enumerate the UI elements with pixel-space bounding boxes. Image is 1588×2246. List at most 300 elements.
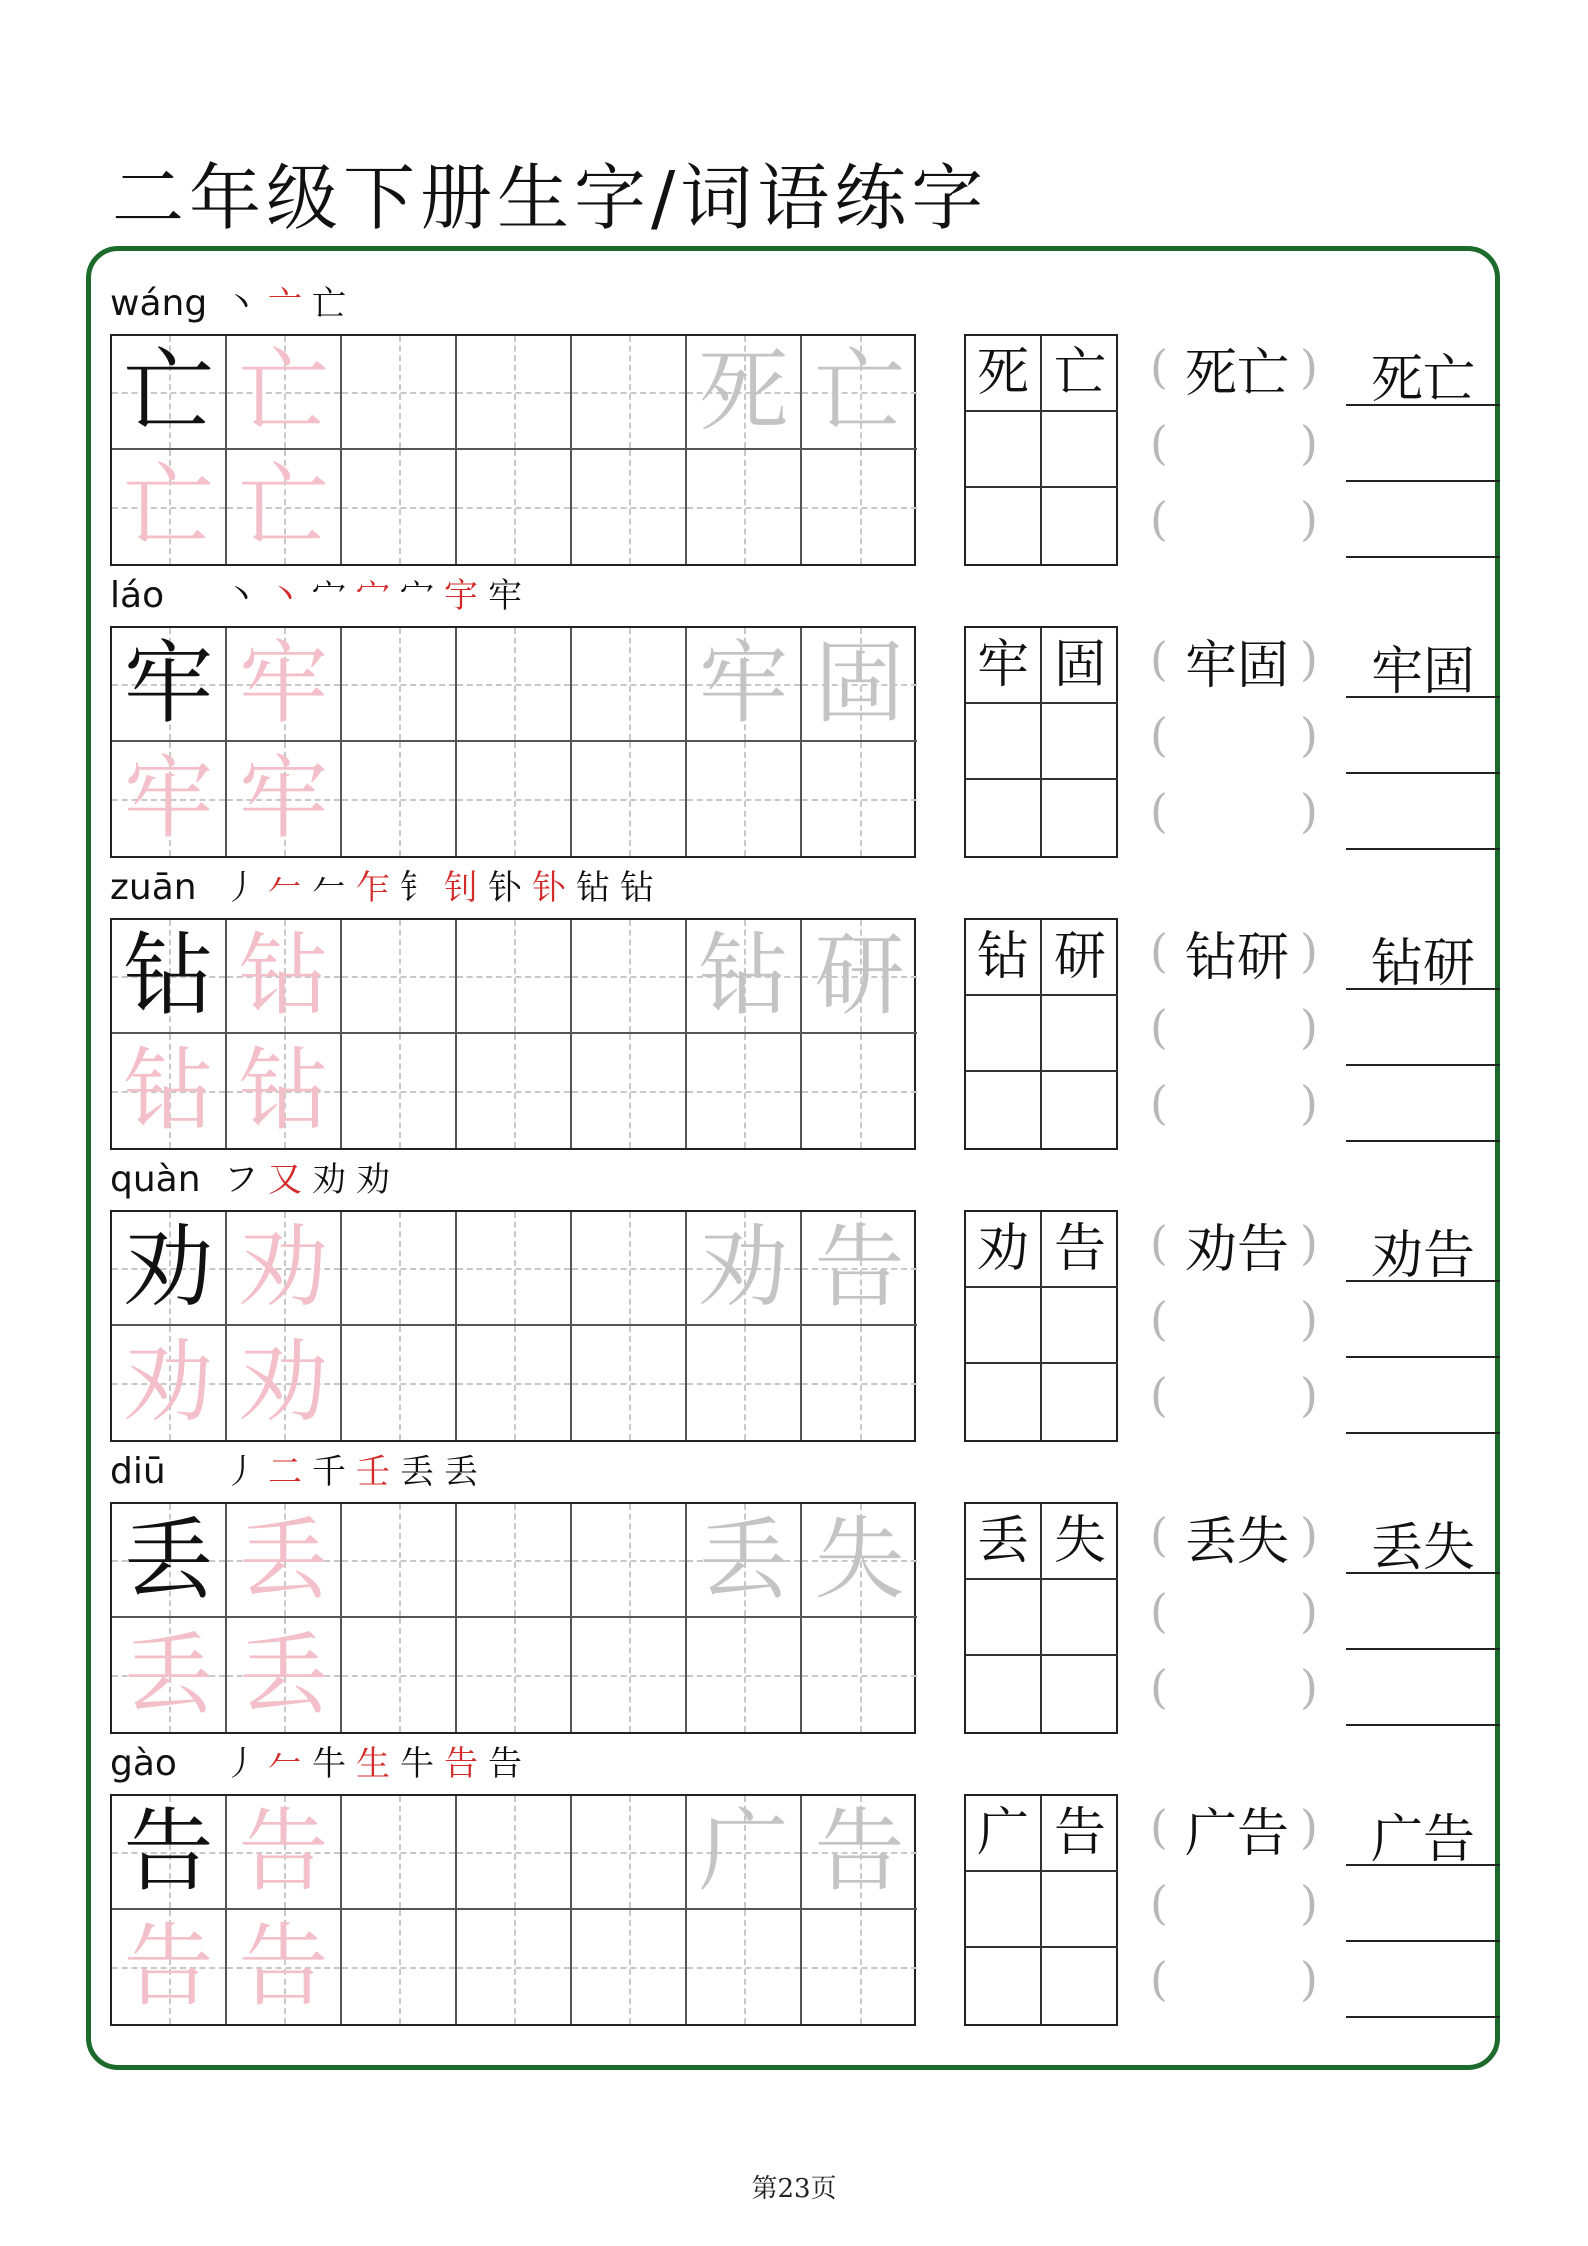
trace-character: 丢: [123, 1622, 214, 1727]
writing-cell[interactable]: [227, 1034, 342, 1148]
trace-character: 牢: [123, 746, 214, 851]
writing-cell[interactable]: [687, 1212, 802, 1326]
writing-cell[interactable]: [572, 742, 687, 856]
writing-line[interactable]: [1346, 772, 1500, 774]
paren-word-char: 钻: [1184, 928, 1237, 988]
line-word-char: 告: [1423, 1226, 1476, 1286]
writing-cell[interactable]: [112, 1618, 227, 1732]
writing-cell[interactable]: [227, 1504, 342, 1618]
pinyin-label: diū: [110, 1451, 166, 1492]
word-grid: [964, 918, 1118, 1150]
paren-open: (: [1150, 924, 1168, 978]
writing-cell[interactable]: [572, 1034, 687, 1148]
word-cell[interactable]: [966, 1872, 1042, 1948]
writing-cell[interactable]: [112, 1034, 227, 1148]
word-cell[interactable]: [1042, 996, 1118, 1072]
writing-cell[interactable]: [802, 1212, 917, 1326]
paren-open: (: [1150, 1076, 1168, 1130]
writing-cell[interactable]: [687, 628, 802, 742]
pinyin-label: quàn: [110, 1159, 201, 1200]
writing-cell[interactable]: [457, 1326, 572, 1440]
trace-character: 亡: [238, 339, 329, 444]
writing-cell[interactable]: [687, 1326, 802, 1440]
word-grid: [964, 1210, 1118, 1442]
writing-cell[interactable]: [572, 920, 687, 1034]
pinyin-label: láo: [110, 575, 165, 616]
trace-character: 丢: [698, 1507, 789, 1612]
stroke-order: [224, 284, 356, 324]
line-word-char: 失: [1423, 1518, 1476, 1578]
stroke-step: フ: [224, 1160, 262, 1200]
trace-character: 钻: [238, 1038, 329, 1143]
stroke-step: 牛: [312, 1744, 350, 1784]
stroke-step: 告: [444, 1744, 482, 1784]
trace-character: 告: [238, 1799, 329, 1904]
writing-cell[interactable]: [802, 920, 917, 1034]
stroke-step: 亡: [312, 284, 350, 324]
pinyin-label: wáng: [110, 283, 208, 324]
word-cell[interactable]: [1042, 412, 1118, 488]
writing-cell[interactable]: [802, 1910, 917, 2024]
paren-open: (: [1150, 784, 1168, 838]
model-character: 钻: [123, 923, 214, 1028]
page-title: 二年级下册生字/词语练字: [112, 156, 989, 240]
writing-cell[interactable]: [112, 628, 227, 742]
word-cell[interactable]: 钻: [966, 920, 1042, 996]
tian-grid: [110, 626, 916, 858]
trace-character: 钻: [698, 923, 789, 1028]
paren-open: (: [1150, 632, 1168, 686]
trace-character: 死: [698, 339, 789, 444]
paren-word-char: 固: [1237, 636, 1290, 696]
tian-grid: [110, 1502, 916, 1734]
stroke-step: 宀: [356, 576, 394, 616]
writing-cell[interactable]: [457, 336, 572, 450]
paren-close: ): [1300, 1292, 1318, 1346]
writing-cell[interactable]: [457, 1212, 572, 1326]
word-cell[interactable]: [1042, 1580, 1118, 1656]
paren-open: (: [1150, 708, 1168, 762]
stroke-step: 钻: [620, 868, 658, 908]
paren-word: [1172, 1804, 1302, 1864]
writing-cell[interactable]: [572, 1212, 687, 1326]
tian-grid: [110, 1794, 916, 2026]
stroke-step: 钅: [400, 868, 438, 908]
writing-cell[interactable]: [457, 628, 572, 742]
paren-open: (: [1150, 1368, 1168, 1422]
writing-cell[interactable]: [457, 742, 572, 856]
trace-character: 失: [814, 1507, 905, 1612]
writing-cell[interactable]: [112, 920, 227, 1034]
stroke-step: 丶: [224, 576, 262, 616]
writing-cell[interactable]: [457, 450, 572, 564]
stroke-step: 劝: [312, 1160, 350, 1200]
stroke-step: 丢: [400, 1452, 438, 1492]
model-character: 牢: [123, 631, 214, 736]
paren-word: [1172, 1512, 1302, 1572]
stroke-step: 钋: [532, 868, 570, 908]
writing-cell[interactable]: [457, 1034, 572, 1148]
paren-word-char: 告: [1237, 1804, 1290, 1864]
trace-character: 固: [814, 631, 905, 736]
word-cell[interactable]: 死: [966, 336, 1042, 412]
writing-cell[interactable]: [227, 920, 342, 1034]
word-cell[interactable]: [1042, 704, 1118, 780]
writing-cell[interactable]: [802, 1326, 917, 1440]
writing-cell[interactable]: [112, 336, 227, 450]
stroke-step: 𠂉: [268, 1744, 306, 1784]
word-cell[interactable]: [966, 996, 1042, 1072]
writing-cell[interactable]: [802, 450, 917, 564]
word-cell[interactable]: [966, 1656, 1042, 1732]
writing-cell[interactable]: [572, 628, 687, 742]
stroke-step: 千: [312, 1452, 350, 1492]
tian-grid: [110, 918, 916, 1150]
writing-cell[interactable]: [572, 450, 687, 564]
stroke-step: 钋: [488, 868, 526, 908]
writing-cell[interactable]: [802, 1796, 917, 1910]
writing-cell[interactable]: [802, 1504, 917, 1618]
writing-cell[interactable]: [687, 1618, 802, 1732]
paren-open: (: [1150, 1660, 1168, 1714]
line-word-char: 丢: [1370, 1518, 1423, 1578]
paren-word-char: 丢: [1184, 1512, 1237, 1572]
stroke-step: 丿: [224, 1744, 262, 1784]
model-character: 告: [123, 1799, 214, 1904]
writing-cell[interactable]: [457, 1618, 572, 1732]
word-cell[interactable]: [966, 488, 1042, 564]
word-cell[interactable]: 广: [966, 1796, 1042, 1872]
line-word-char: 钻: [1370, 934, 1423, 994]
writing-cell[interactable]: [342, 628, 457, 742]
paren-close: ): [1300, 1584, 1318, 1638]
word-cell[interactable]: 失: [1042, 1504, 1118, 1580]
writing-cell[interactable]: [227, 1618, 342, 1732]
paren-open: (: [1150, 1800, 1168, 1854]
trace-character: 丢: [238, 1507, 329, 1612]
trace-character: 牢: [238, 746, 329, 851]
writing-cell[interactable]: [342, 920, 457, 1034]
word-cell[interactable]: [1042, 780, 1118, 856]
line-word: [1346, 642, 1500, 702]
word-cell[interactable]: 牢: [966, 628, 1042, 704]
paren-word-char: 广: [1184, 1804, 1237, 1864]
word-grid: [964, 1794, 1118, 2026]
page-number: 第23页: [751, 2174, 837, 2204]
paren-close: ): [1300, 1800, 1318, 1854]
writing-cell[interactable]: [802, 628, 917, 742]
word-cell[interactable]: [1042, 1948, 1118, 2024]
writing-cell[interactable]: [687, 1504, 802, 1618]
stroke-step: 𠂉: [268, 868, 306, 908]
writing-line[interactable]: [1346, 556, 1500, 558]
word-cell[interactable]: 固: [1042, 628, 1118, 704]
stroke-step: 又: [268, 1160, 306, 1200]
writing-line[interactable]: [1346, 1140, 1500, 1142]
writing-cell[interactable]: [112, 1504, 227, 1618]
word-cell[interactable]: [966, 704, 1042, 780]
paren-close: ): [1300, 1660, 1318, 1714]
paren-close: ): [1300, 1876, 1318, 1930]
paren-close: ): [1300, 1076, 1318, 1130]
line-word: [1346, 1226, 1500, 1286]
stroke-step: 乍: [356, 868, 394, 908]
paren-close: ): [1300, 632, 1318, 686]
writing-cell[interactable]: [112, 450, 227, 564]
stroke-step: 告: [488, 1744, 526, 1784]
writing-cell[interactable]: [227, 1796, 342, 1910]
paren-word: [1172, 344, 1302, 404]
paren-word-char: 告: [1237, 1220, 1290, 1280]
line-word-char: 固: [1423, 642, 1476, 702]
paren-word: [1172, 1220, 1302, 1280]
writing-cell[interactable]: [227, 628, 342, 742]
model-character: 亡: [123, 339, 214, 444]
writing-cell[interactable]: [342, 336, 457, 450]
writing-cell[interactable]: [342, 1034, 457, 1148]
writing-cell[interactable]: [342, 742, 457, 856]
trace-character: 研: [814, 923, 905, 1028]
line-word-char: 研: [1423, 934, 1476, 994]
writing-cell[interactable]: [687, 1796, 802, 1910]
stroke-step: 二: [268, 1452, 306, 1492]
stroke-step: 丶: [268, 576, 306, 616]
trace-character: 广: [698, 1799, 789, 1904]
writing-cell[interactable]: [687, 1910, 802, 2024]
writing-cell[interactable]: [457, 1504, 572, 1618]
word-cell[interactable]: 研: [1042, 920, 1118, 996]
writing-cell[interactable]: [802, 336, 917, 450]
word-cell[interactable]: [1042, 488, 1118, 564]
paren-close: ): [1300, 1000, 1318, 1054]
stroke-step: 𠂉: [312, 868, 350, 908]
word-cell[interactable]: 丢: [966, 1504, 1042, 1580]
line-word: [1346, 350, 1500, 410]
paren-word: [1172, 636, 1302, 696]
model-character: 劝: [123, 1215, 214, 1320]
word-cell[interactable]: [966, 780, 1042, 856]
writing-cell[interactable]: [572, 1910, 687, 2024]
word-cell[interactable]: [966, 1364, 1042, 1440]
word-cell[interactable]: [966, 1288, 1042, 1364]
trace-character: 钻: [238, 923, 329, 1028]
paren-close: ): [1300, 340, 1318, 394]
stroke-step: 亠: [268, 284, 306, 324]
paren-close: ): [1300, 1952, 1318, 2006]
paren-open: (: [1150, 1584, 1168, 1638]
writing-cell[interactable]: [227, 742, 342, 856]
word-cell[interactable]: [1042, 1288, 1118, 1364]
paren-open: (: [1150, 1952, 1168, 2006]
stroke-step: 生: [356, 1744, 394, 1784]
writing-cell[interactable]: [227, 336, 342, 450]
writing-cell[interactable]: [342, 1618, 457, 1732]
writing-cell[interactable]: [572, 1504, 687, 1618]
paren-open: (: [1150, 1000, 1168, 1054]
writing-cell[interactable]: [572, 1326, 687, 1440]
stroke-step: 宀: [312, 576, 350, 616]
trace-character: 告: [814, 1215, 905, 1320]
paren-word-char: 研: [1237, 928, 1290, 988]
word-cell[interactable]: 告: [1042, 1212, 1118, 1288]
paren-open: (: [1150, 1876, 1168, 1930]
writing-cell[interactable]: [457, 920, 572, 1034]
paren-close: ): [1300, 708, 1318, 762]
line-word: [1346, 934, 1500, 994]
word-cell[interactable]: [1042, 1656, 1118, 1732]
writing-cell[interactable]: [802, 1618, 917, 1732]
paren-open: (: [1150, 340, 1168, 394]
stroke-step: 钻: [576, 868, 614, 908]
stroke-step: 牛: [400, 1744, 438, 1784]
writing-line[interactable]: [1346, 1724, 1500, 1726]
writing-cell[interactable]: [572, 1796, 687, 1910]
word-cell[interactable]: [966, 412, 1042, 488]
trace-character: 劝: [238, 1215, 329, 1320]
line-word-char: 死: [1370, 350, 1423, 410]
paren-word-char: 劝: [1184, 1220, 1237, 1280]
stroke-step: 牢: [488, 576, 526, 616]
writing-cell[interactable]: [572, 1618, 687, 1732]
paren-open: (: [1150, 1216, 1168, 1270]
paren-close: ): [1300, 492, 1318, 546]
stroke-step: 宀: [400, 576, 438, 616]
trace-character: 亡: [123, 454, 214, 559]
writing-cell[interactable]: [227, 450, 342, 564]
paren-word-char: 亡: [1237, 344, 1290, 404]
writing-cell[interactable]: [687, 450, 802, 564]
writing-line[interactable]: [1346, 848, 1500, 850]
trace-character: 亡: [814, 339, 905, 444]
stroke-step: 壬: [356, 1452, 394, 1492]
stroke-order: [224, 1160, 400, 1200]
trace-character: 告: [814, 1799, 905, 1904]
paren-close: ): [1300, 784, 1318, 838]
word-grid: [964, 334, 1118, 566]
paren-close: ): [1300, 1508, 1318, 1562]
trace-character: 告: [238, 1914, 329, 2019]
writing-cell[interactable]: [687, 742, 802, 856]
stroke-step: 丿: [224, 1452, 262, 1492]
writing-cell[interactable]: [802, 742, 917, 856]
word-grid: [964, 1502, 1118, 1734]
writing-line[interactable]: [1346, 1432, 1500, 1434]
line-word-char: 亡: [1423, 350, 1476, 410]
line-word-char: 劝: [1370, 1226, 1423, 1286]
paren-open: (: [1150, 416, 1168, 470]
word-cell[interactable]: 告: [1042, 1796, 1118, 1872]
stroke-order: [224, 868, 664, 908]
paren-open: (: [1150, 492, 1168, 546]
stroke-order: [224, 1452, 488, 1492]
writing-cell[interactable]: [457, 1910, 572, 2024]
writing-cell[interactable]: [112, 1212, 227, 1326]
writing-cell[interactable]: [342, 450, 457, 564]
writing-cell[interactable]: [457, 1796, 572, 1910]
writing-cell[interactable]: [112, 1796, 227, 1910]
writing-cell[interactable]: [112, 742, 227, 856]
paren-open: (: [1150, 1292, 1168, 1346]
writing-cell[interactable]: [112, 1910, 227, 2024]
writing-cell[interactable]: [572, 336, 687, 450]
model-character: 丢: [123, 1507, 214, 1612]
writing-line[interactable]: [1346, 2016, 1500, 2018]
writing-line[interactable]: [1346, 480, 1500, 482]
trace-character: 钻: [123, 1038, 214, 1143]
paren-close: ): [1300, 1368, 1318, 1422]
paren-open: (: [1150, 1508, 1168, 1562]
line-word-char: 广: [1370, 1810, 1423, 1870]
writing-cell[interactable]: [112, 1326, 227, 1440]
writing-cell[interactable]: [342, 1504, 457, 1618]
trace-character: 劝: [238, 1330, 329, 1435]
writing-cell[interactable]: [342, 1326, 457, 1440]
paren-word-char: 失: [1237, 1512, 1290, 1572]
writing-cell[interactable]: [687, 920, 802, 1034]
word-cell[interactable]: [966, 1580, 1042, 1656]
stroke-step: 宇: [444, 576, 482, 616]
word-cell[interactable]: [1042, 1364, 1118, 1440]
word-cell[interactable]: [1042, 1072, 1118, 1148]
writing-cell[interactable]: [342, 1796, 457, 1910]
writing-cell[interactable]: [802, 1034, 917, 1148]
writing-cell[interactable]: [687, 336, 802, 450]
pinyin-label: gào: [110, 1743, 177, 1784]
paren-word-char: 牢: [1184, 636, 1237, 696]
writing-cell[interactable]: [342, 1910, 457, 2024]
paren-close: ): [1300, 416, 1318, 470]
trace-character: 劝: [123, 1330, 214, 1435]
line-word: [1346, 1810, 1500, 1870]
writing-cell[interactable]: [227, 1910, 342, 2024]
stroke-order: [224, 1744, 532, 1784]
trace-character: 牢: [238, 631, 329, 736]
word-grid: [964, 626, 1118, 858]
writing-cell[interactable]: [687, 1034, 802, 1148]
paren-word-char: 死: [1184, 344, 1237, 404]
writing-line[interactable]: [1346, 1064, 1500, 1066]
word-cell[interactable]: [1042, 1872, 1118, 1948]
paren-close: ): [1300, 1216, 1318, 1270]
trace-character: 牢: [698, 631, 789, 736]
tian-grid: [110, 1210, 916, 1442]
trace-character: 丢: [238, 1622, 329, 1727]
line-word: [1346, 1518, 1500, 1578]
writing-line[interactable]: [1346, 1648, 1500, 1650]
pinyin-label: zuān: [110, 867, 197, 908]
stroke-step: 劝: [356, 1160, 394, 1200]
stroke-step: 钊: [444, 868, 482, 908]
writing-cell[interactable]: [342, 1212, 457, 1326]
word-cell[interactable]: 劝: [966, 1212, 1042, 1288]
writing-cell[interactable]: [227, 1212, 342, 1326]
trace-character: 告: [123, 1914, 214, 2019]
writing-line[interactable]: [1346, 1940, 1500, 1942]
line-word-char: 告: [1423, 1810, 1476, 1870]
stroke-step: 丿: [224, 868, 262, 908]
paren-close: ): [1300, 924, 1318, 978]
line-word-char: 牢: [1370, 642, 1423, 702]
word-cell[interactable]: [966, 1948, 1042, 2024]
stroke-order: [224, 576, 532, 616]
tian-grid: [110, 334, 916, 566]
trace-character: 亡: [238, 454, 329, 559]
writing-cell[interactable]: [227, 1326, 342, 1440]
word-cell[interactable]: [966, 1072, 1042, 1148]
word-cell[interactable]: 亡: [1042, 336, 1118, 412]
stroke-step: 丶: [224, 284, 262, 324]
writing-line[interactable]: [1346, 1356, 1500, 1358]
